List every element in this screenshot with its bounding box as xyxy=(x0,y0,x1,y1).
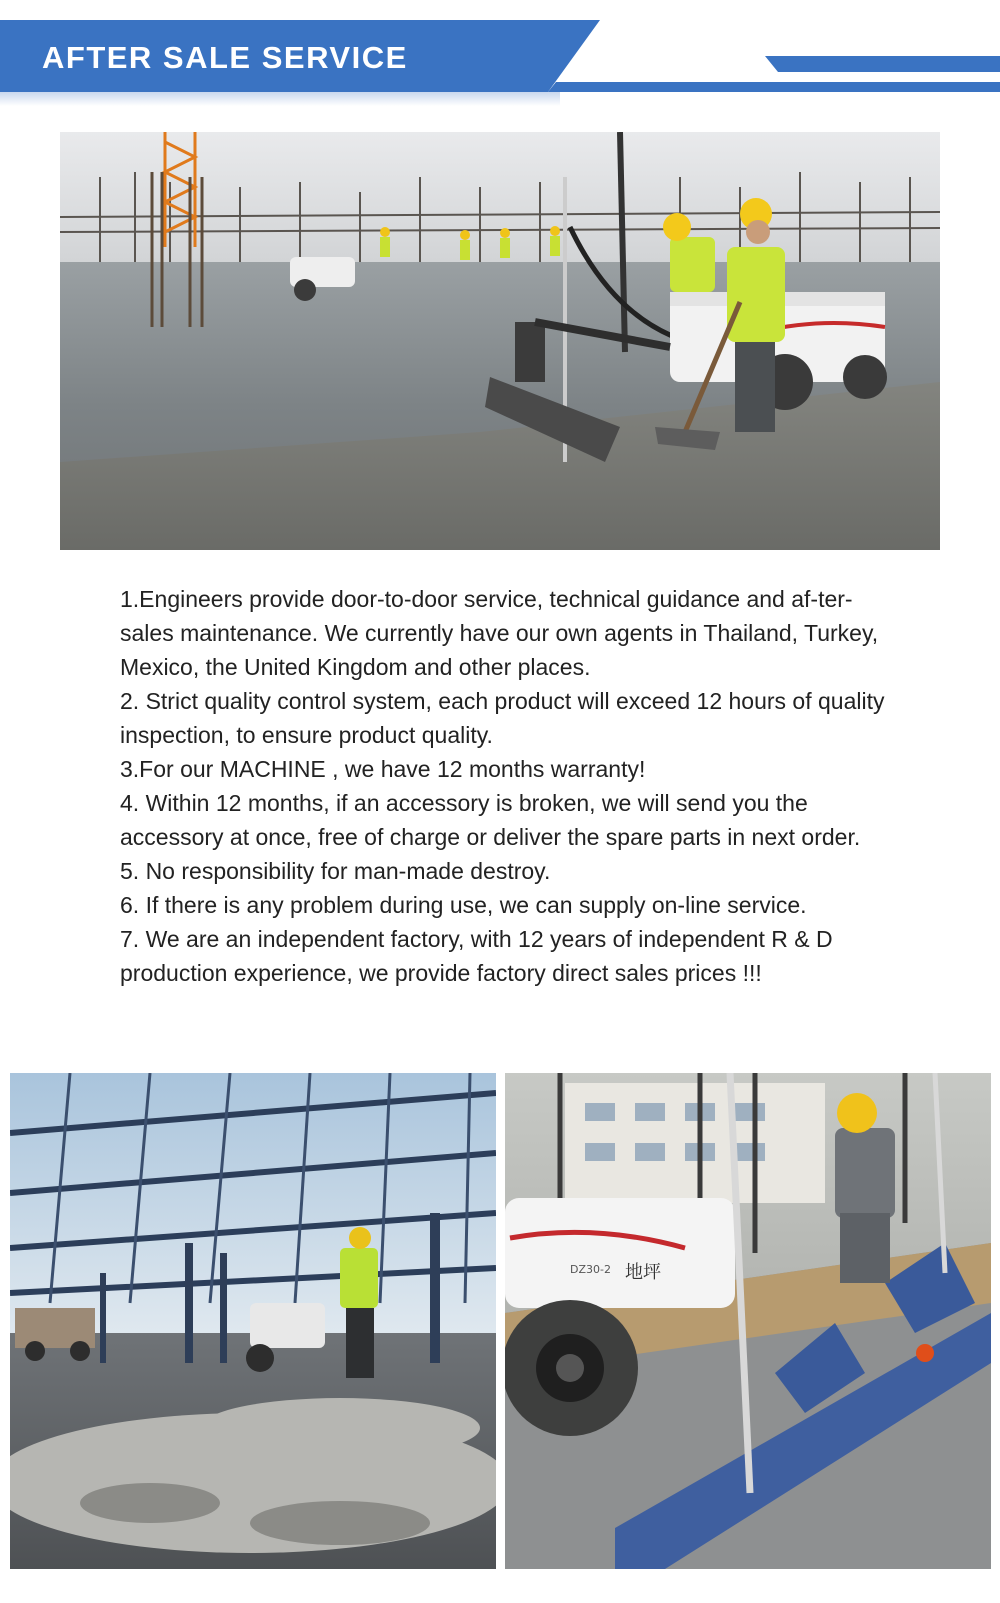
laser-screed-machine-photo xyxy=(505,1073,991,1569)
section-banner xyxy=(0,0,1000,110)
service-point: 5. No responsibility for man-made destroy. xyxy=(120,858,551,884)
service-point: 1.Engineers provide door-to-door service, technical guidance and af-ter-sales maintenance. We currently have our own agents in Thailand, Turkey, Mexico, the United Kingdom and other places. xyxy=(120,586,879,680)
service-point: 4. Within 12 months, if an accessory is broken, we will send you the accessory at once, free of charge or deliver the spare parts in next order. xyxy=(120,790,861,850)
warehouse-construction-photo xyxy=(10,1073,496,1569)
machine-model-label: DZ30-2 xyxy=(570,1263,611,1276)
service-point: 2. Strict quality control system, each product will exceed 12 hours of quality inspection, to ensure product quality. xyxy=(120,688,885,748)
page-title: AFTER SALE SERVICE xyxy=(42,40,408,75)
service-point: 6. If there is any problem during use, we can supply on-line service. xyxy=(120,892,807,918)
service-point: 3.For our MACHINE , we have 12 months warranty! xyxy=(120,756,646,782)
concrete-screed-site-photo xyxy=(60,132,940,550)
service-points-list xyxy=(120,582,900,990)
service-point: 7. We are an independent factory, with 12 years of independent R & D production experience, we provide factory direct sales prices !!! xyxy=(120,926,833,986)
machine-brand-label: 地坪 xyxy=(625,1262,661,1283)
